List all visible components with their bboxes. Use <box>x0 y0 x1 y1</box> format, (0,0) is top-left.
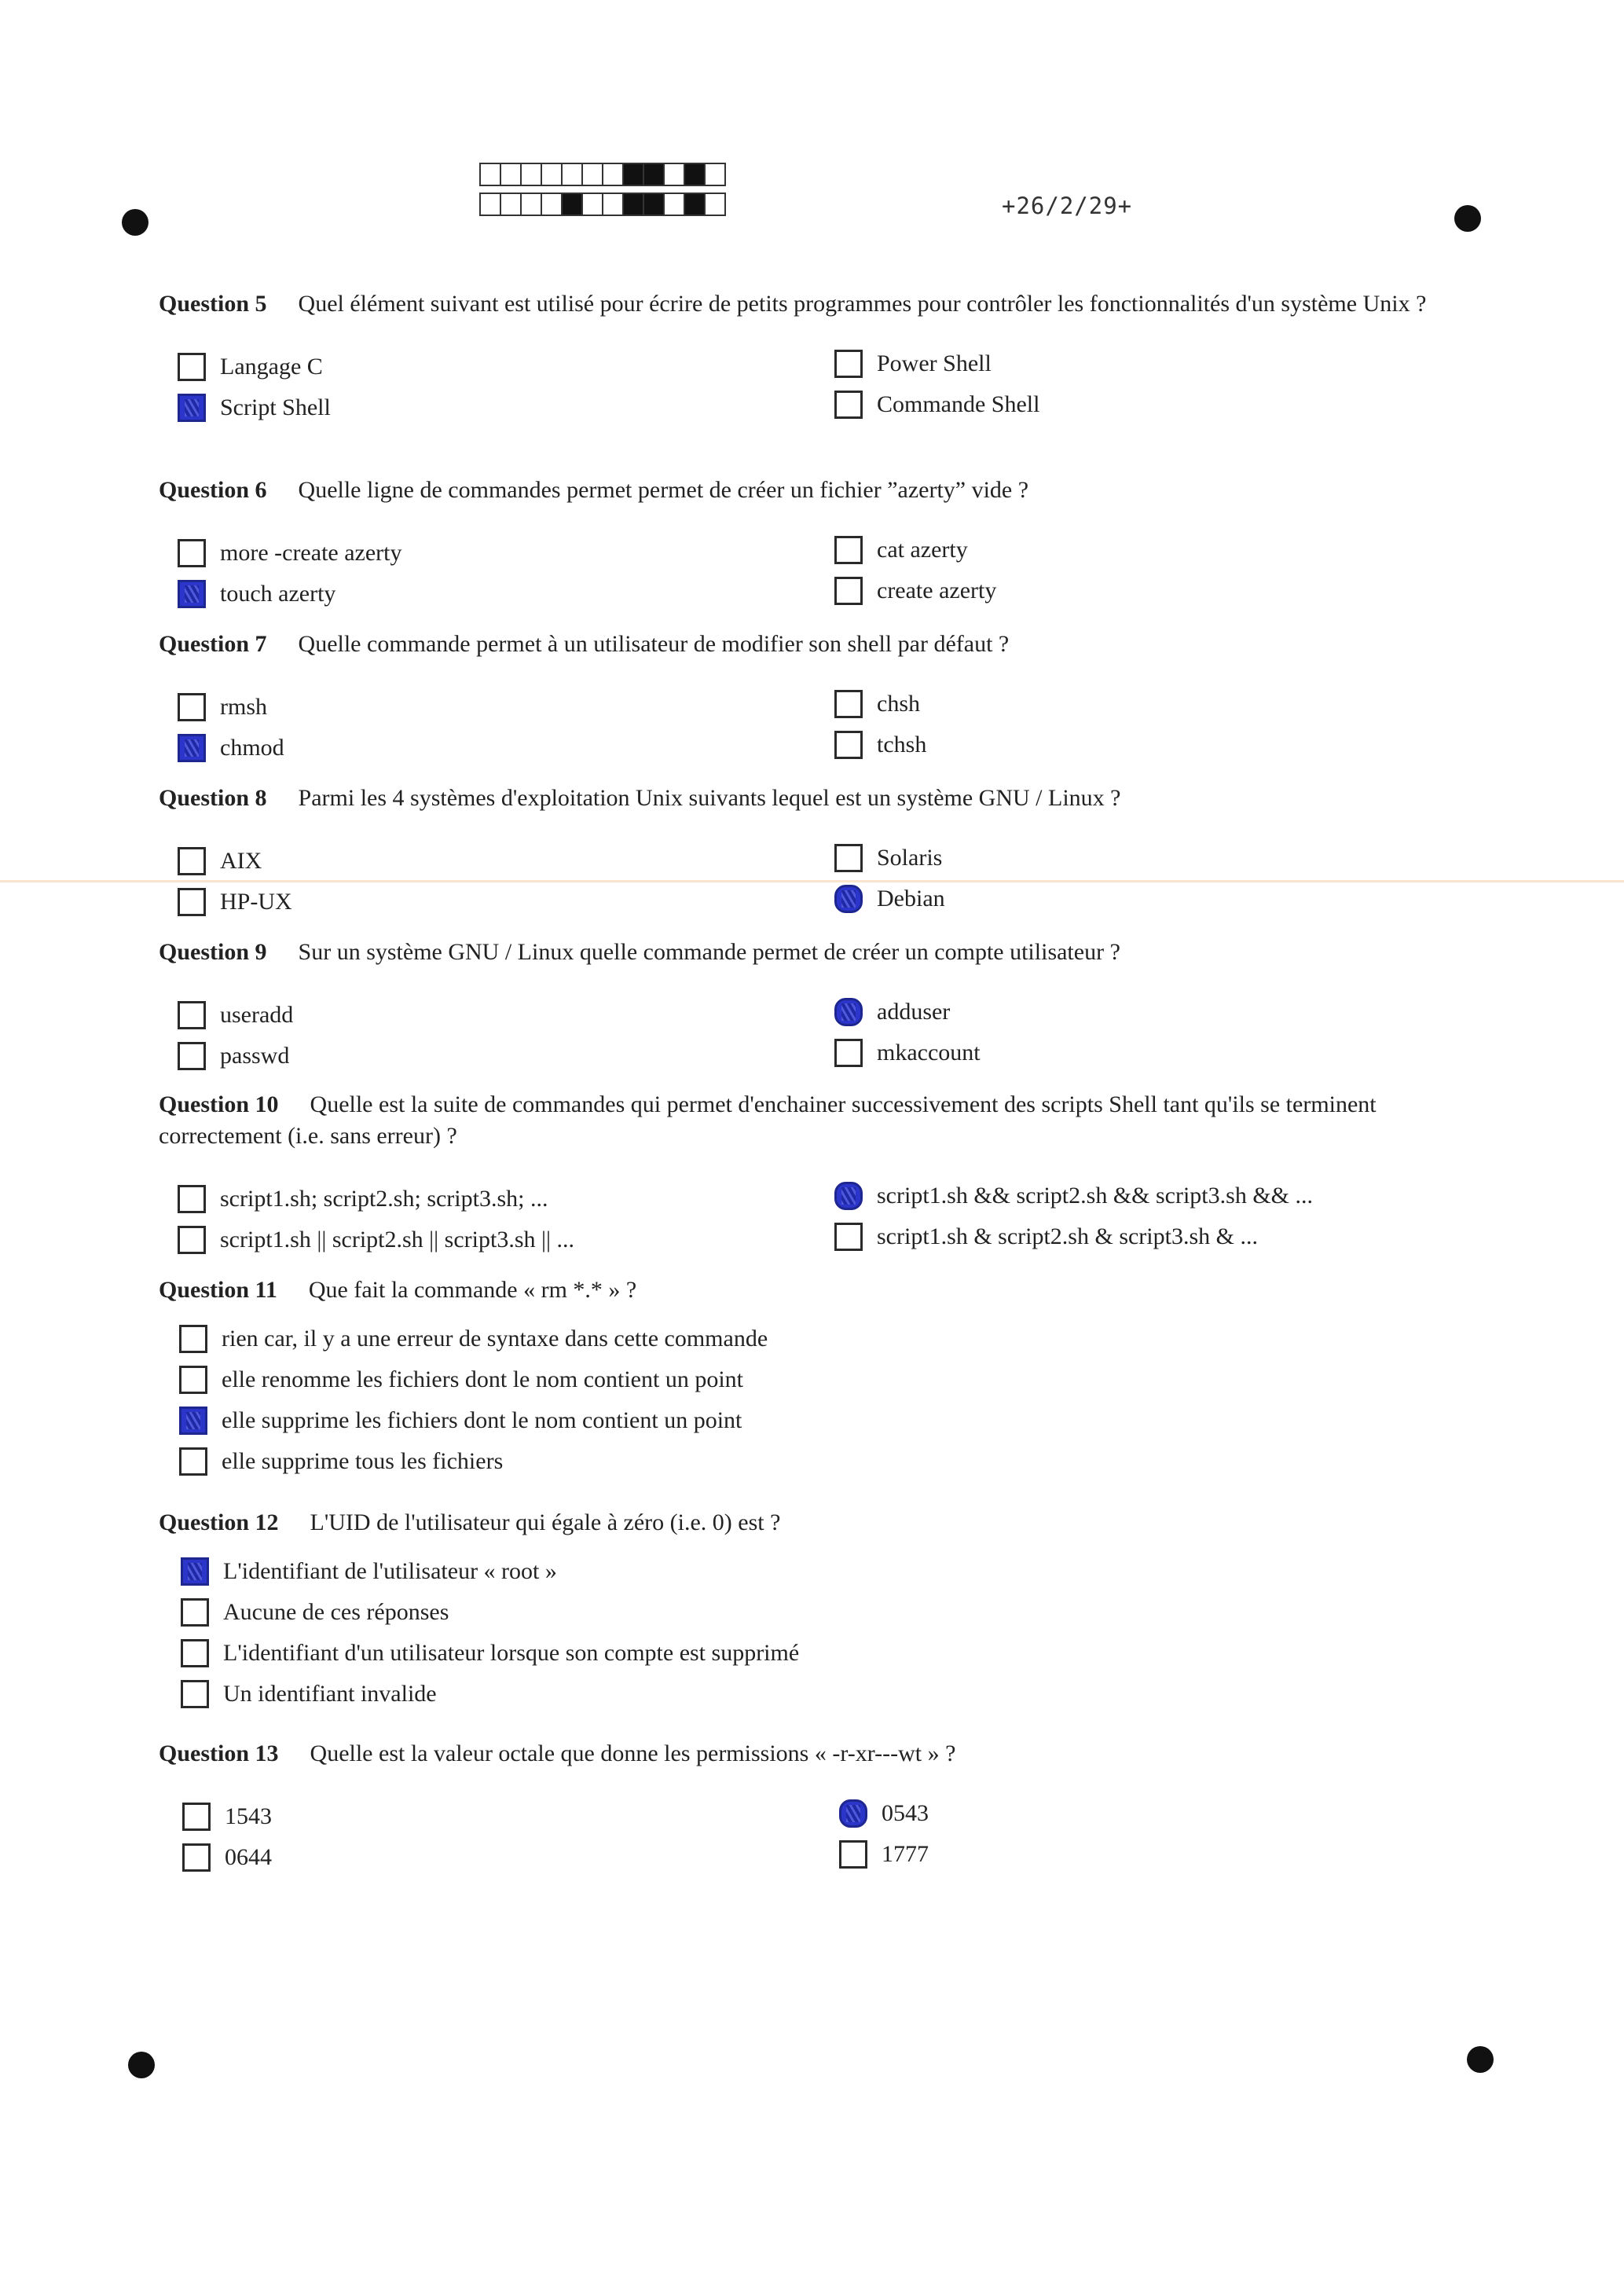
code-grid-cell <box>663 193 685 216</box>
question-6 <box>159 475 1455 607</box>
option-4[interactable] <box>834 1037 981 1069</box>
code-grid-row-2 <box>479 193 724 216</box>
option-4[interactable] <box>834 729 926 761</box>
question-text: L'UID de l'utilisateur qui égale à zéro (i.e. 0) est ? <box>310 1509 781 1535</box>
question-7 <box>159 629 1455 761</box>
option-1[interactable] <box>182 1801 272 1832</box>
question-text: Sur un système GNU / Linux quelle commande permet de créer un compte utilisateur ? <box>298 939 1120 965</box>
checkbox[interactable] <box>839 1840 867 1869</box>
option-label: rmsh <box>220 694 267 720</box>
code-grid-cell <box>581 163 603 186</box>
option-1[interactable] <box>178 351 323 383</box>
option-3[interactable] <box>179 1405 742 1436</box>
checkbox[interactable] <box>834 1039 863 1067</box>
checkbox[interactable] <box>181 1598 209 1627</box>
checkbox[interactable] <box>839 1799 867 1828</box>
scan-artifact-line <box>0 880 1624 882</box>
option-label: cat azerty <box>877 537 968 563</box>
question-8 <box>159 783 1455 915</box>
checkbox[interactable] <box>834 844 863 872</box>
question-header <box>159 1507 1455 1539</box>
question-text: Que fait la commande « rm *.* » ? <box>308 1277 637 1303</box>
checkbox[interactable] <box>179 1407 207 1435</box>
checkbox[interactable] <box>178 580 206 608</box>
question-header <box>159 1275 1455 1306</box>
option-4[interactable] <box>181 1678 437 1710</box>
checkbox[interactable] <box>834 391 863 419</box>
option-label: elle supprime tous les fichiers <box>222 1448 504 1474</box>
checkbox[interactable] <box>834 690 863 718</box>
option-2[interactable] <box>834 1180 1313 1212</box>
option-label: Script Shell <box>220 394 331 420</box>
option-label: create azerty <box>877 578 997 603</box>
checkbox[interactable] <box>178 539 206 567</box>
code-grid-cell <box>500 193 522 216</box>
option-label: Un identifiant invalide <box>223 1681 437 1707</box>
code-grid-cell <box>602 193 624 216</box>
question-text: Quel élément suivant est utilisé pour écrire de petits programmes pour contrôler les fonctionnalités d'un système Unix ? <box>298 291 1427 317</box>
question-header <box>159 937 1455 968</box>
option-1[interactable] <box>181 1556 557 1587</box>
option-2[interactable] <box>839 1798 929 1829</box>
question-number: Question 7 <box>159 631 267 657</box>
code-grid-cell <box>602 163 624 186</box>
checkbox[interactable] <box>834 350 863 378</box>
checkbox[interactable] <box>178 394 206 422</box>
code-grid-cell <box>684 193 706 216</box>
checkbox[interactable] <box>834 731 863 759</box>
question-number: Question 8 <box>159 785 267 811</box>
question-5 <box>159 288 1455 420</box>
option-label: elle renomme les fichiers dont le nom contient un point <box>222 1366 743 1392</box>
checkbox[interactable] <box>178 693 206 721</box>
checkbox[interactable] <box>178 1042 206 1070</box>
question-number: Question 11 <box>159 1277 277 1303</box>
option-1[interactable] <box>178 537 402 569</box>
option-label: 0543 <box>882 1800 929 1826</box>
code-grid-cell <box>479 193 501 216</box>
option-label: L'identifiant de l'utilisateur « root » <box>223 1558 557 1584</box>
option-2[interactable] <box>834 996 950 1028</box>
option-1[interactable] <box>178 845 262 877</box>
question-number: Question 12 <box>159 1509 279 1535</box>
option-label: Power Shell <box>877 350 992 376</box>
page-id: +26/2/29+ <box>1002 193 1133 219</box>
question-number: Question 5 <box>159 291 267 317</box>
question-10 <box>159 1089 1455 1253</box>
option-label: useradd <box>220 1002 294 1028</box>
question-11 <box>159 1275 1455 1474</box>
checkbox[interactable] <box>178 1001 206 1029</box>
question-text: Quelle est la suite de commandes qui permet d'enchainer successivement des scripts Shell tant qu'ils se terminent correctement (i.e. sans erreur) ? <box>159 1091 1377 1149</box>
code-grid-cell <box>643 163 665 186</box>
question-number: Question 9 <box>159 939 267 965</box>
question-number: Question 10 <box>159 1091 279 1117</box>
option-label: Langage C <box>220 354 323 380</box>
option-2[interactable] <box>181 1597 449 1628</box>
option-3[interactable] <box>178 732 284 764</box>
option-1[interactable] <box>178 1183 548 1215</box>
option-3[interactable] <box>178 578 335 610</box>
checkbox[interactable] <box>834 577 863 605</box>
code-grid-cell <box>663 163 685 186</box>
question-13 <box>159 1738 1455 1870</box>
checkbox[interactable] <box>179 1447 207 1476</box>
checkbox[interactable] <box>834 1223 863 1251</box>
checkbox[interactable] <box>178 734 206 762</box>
option-label: AIX <box>220 848 262 874</box>
option-3[interactable] <box>181 1638 799 1669</box>
option-label: L'identifiant d'un utilisateur lorsque son compte est supprimé <box>223 1640 800 1666</box>
question-number: Question 13 <box>159 1740 279 1766</box>
option-3[interactable] <box>178 392 331 424</box>
code-grid-cell <box>541 163 563 186</box>
page-code-grid <box>479 163 724 216</box>
option-label: adduser <box>877 999 951 1025</box>
option-4[interactable] <box>179 1446 503 1477</box>
question-number: Question 6 <box>159 477 267 503</box>
option-1[interactable] <box>179 1323 768 1355</box>
option-label: more -create azerty <box>220 540 402 566</box>
option-label: passwd <box>220 1043 290 1069</box>
option-label: elle supprime les fichiers dont le nom contient un point <box>222 1407 742 1433</box>
option-3[interactable] <box>178 886 292 918</box>
question-header <box>159 783 1455 814</box>
checkbox[interactable] <box>834 1182 863 1210</box>
checkbox[interactable] <box>178 353 206 381</box>
checkbox[interactable] <box>182 1843 211 1872</box>
code-grid-cell <box>704 193 726 216</box>
question-text: Parmi les 4 systèmes d'exploitation Unix suivants lequel est un système GNU / Linux ? <box>298 785 1121 811</box>
option-3[interactable] <box>178 1040 289 1072</box>
code-grid-cell <box>541 193 563 216</box>
checkbox[interactable] <box>834 998 863 1026</box>
option-label: Commande Shell <box>877 391 1040 417</box>
code-grid-row-1 <box>479 163 724 186</box>
option-label: Aucune de ces réponses <box>223 1599 449 1625</box>
option-label: chmod <box>220 735 284 761</box>
option-4[interactable] <box>834 1221 1258 1253</box>
option-label: tchsh <box>877 732 927 757</box>
checkbox[interactable] <box>181 1680 209 1708</box>
option-2[interactable] <box>179 1364 743 1396</box>
option-label: Solaris <box>877 845 943 871</box>
option-label: script1.sh || script2.sh || script3.sh || ... <box>220 1227 575 1253</box>
question-header <box>159 288 1455 320</box>
code-grid-cell <box>622 163 644 186</box>
option-label: script1.sh && script2.sh && script3.sh && ... <box>877 1183 1313 1209</box>
option-1[interactable] <box>178 999 293 1031</box>
question-header <box>159 1738 1455 1770</box>
code-grid-cell <box>704 163 726 186</box>
code-grid-cell <box>622 193 644 216</box>
option-2[interactable] <box>834 688 920 720</box>
code-grid-cell <box>561 163 583 186</box>
option-2[interactable] <box>834 842 942 874</box>
option-4[interactable] <box>834 575 996 607</box>
option-label: rien car, il y a une erreur de syntaxe dans cette commande <box>222 1326 768 1352</box>
option-4[interactable] <box>834 883 945 915</box>
option-label: 1777 <box>882 1841 929 1867</box>
registration-dot-top-left <box>122 209 148 236</box>
code-grid-cell <box>500 163 522 186</box>
option-label: touch azerty <box>220 581 336 607</box>
code-grid-cell <box>684 163 706 186</box>
checkbox[interactable] <box>178 1226 206 1254</box>
registration-dot-bottom-left <box>128 2052 155 2078</box>
option-label: HP-UX <box>220 889 292 915</box>
option-4[interactable] <box>839 1839 929 1870</box>
option-label: script1.sh; script2.sh; script3.sh; ... <box>220 1186 548 1212</box>
checkbox[interactable] <box>182 1803 211 1831</box>
question-header <box>159 475 1455 506</box>
option-label: 1543 <box>225 1803 272 1829</box>
registration-dot-bottom-right <box>1467 2046 1494 2073</box>
checkbox[interactable] <box>181 1557 209 1586</box>
option-2[interactable] <box>834 534 968 566</box>
checkbox[interactable] <box>178 1185 206 1213</box>
option-label: chsh <box>877 691 920 717</box>
option-label: script1.sh & script2.sh & script3.sh & ... <box>877 1223 1258 1249</box>
question-text: Quelle ligne de commandes permet permet de créer un fichier ”azerty” vide ? <box>298 477 1029 503</box>
code-grid-cell <box>581 193 603 216</box>
question-header <box>159 1089 1455 1152</box>
checkbox[interactable] <box>178 847 206 875</box>
question-header <box>159 629 1455 660</box>
question-text: Quelle est la valeur octale que donne les permissions « -r-xr---wt » ? <box>310 1740 956 1766</box>
checkbox[interactable] <box>834 885 863 913</box>
checkbox[interactable] <box>178 888 206 916</box>
registration-dot-top-right <box>1454 205 1481 232</box>
code-grid-cell <box>520 163 542 186</box>
option-4[interactable] <box>834 389 1039 420</box>
question-text: Quelle commande permet à un utilisateur de modifier son shell par défaut ? <box>298 631 1010 657</box>
checkbox[interactable] <box>181 1639 209 1667</box>
code-grid-cell <box>561 193 583 216</box>
checkbox[interactable] <box>834 536 863 564</box>
code-grid-cell <box>520 193 542 216</box>
option-2[interactable] <box>834 348 992 380</box>
checkbox[interactable] <box>179 1325 207 1353</box>
question-12 <box>159 1507 1455 1707</box>
option-label: 0644 <box>225 1844 272 1870</box>
option-1[interactable] <box>178 691 267 723</box>
code-grid-cell <box>479 163 501 186</box>
checkbox[interactable] <box>179 1366 207 1394</box>
option-3[interactable] <box>178 1224 574 1256</box>
question-9 <box>159 937 1455 1069</box>
option-3[interactable] <box>182 1842 272 1873</box>
option-label: Debian <box>877 886 945 911</box>
option-label: mkaccount <box>877 1040 981 1065</box>
code-grid-cell <box>643 193 665 216</box>
